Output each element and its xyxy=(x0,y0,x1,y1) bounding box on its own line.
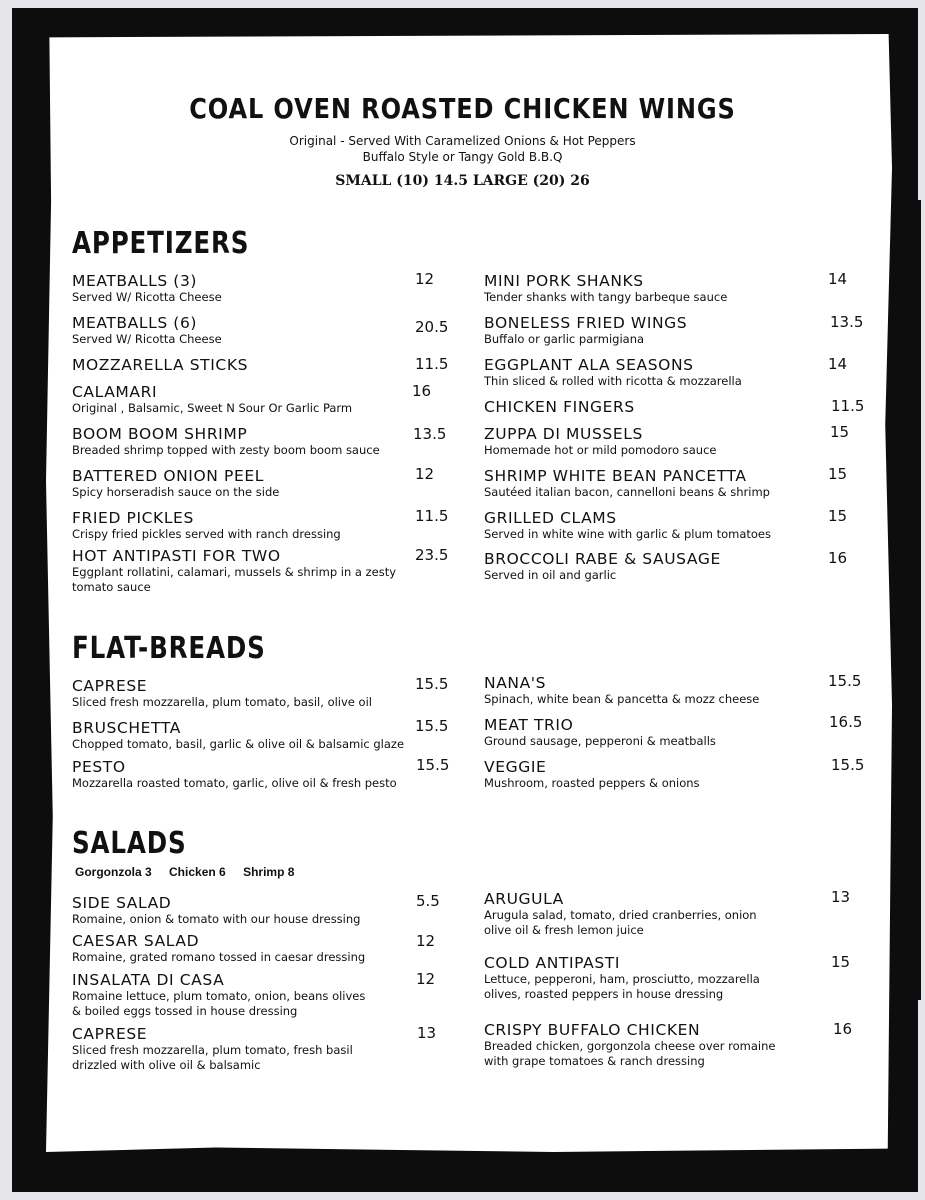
flatbreads-item-nana-s xyxy=(484,674,759,707)
appetizers-item-hot-antipasti-for-two xyxy=(72,547,396,595)
item-name: CAPRESE xyxy=(72,677,148,695)
item-name: FRIED PICKLES xyxy=(72,509,194,527)
item-description: with grape tomatoes & ranch dressing xyxy=(484,1054,705,1068)
item-description: Lettuce, pepperoni, ham, prosciutto, mozzarella xyxy=(484,972,760,986)
item-name: SIDE SALAD xyxy=(72,894,172,912)
appetizers-price-broccoli-rabe-sausage: 16 xyxy=(828,549,848,567)
item-description: Homemade hot or mild pomodoro sauce xyxy=(484,443,717,457)
item-description: Romaine, onion & tomato with our house dressing xyxy=(72,912,361,926)
appetizers-price-shrimp-white-bean-pancetta: 15 xyxy=(828,465,848,483)
flatbreads-item-veggie xyxy=(484,758,700,791)
item-name: INSALATA DI CASA xyxy=(72,971,225,989)
flatbreads-item-bruschetta xyxy=(72,719,404,752)
appetizers-price-mozzarella-sticks: 11.5 xyxy=(415,355,449,373)
appetizers-price-boneless-fried-wings: 13.5 xyxy=(830,313,864,331)
item-description: Sliced fresh mozzarella, plum tomato, basil, olive oil xyxy=(72,695,372,709)
item-description: Ground sausage, pepperoni & meatballs xyxy=(484,734,716,748)
item-description: Served in white wine with garlic & plum tomatoes xyxy=(484,527,771,541)
salads-item-caesar-salad xyxy=(72,932,365,965)
item-description: Breaded shrimp topped with zesty boom boom sauce xyxy=(72,443,380,457)
item-description: drizzled with olive oil & balsamic xyxy=(72,1058,261,1072)
appetizers-price-battered-onion-peel: 12 xyxy=(415,465,435,483)
item-name: PESTO xyxy=(72,758,126,776)
item-description: Original , Balsamic, Sweet N Sour Or Garlic Parm xyxy=(72,401,353,415)
appetizers-item-mini-pork-shanks xyxy=(484,272,727,305)
flatbreads-price-meat-trio: 16.5 xyxy=(829,713,863,731)
item-name: EGGPLANT ALA SEASONS xyxy=(484,356,694,374)
appetizers-item-chicken-fingers xyxy=(484,398,635,416)
item-name: CHICKEN FINGERS xyxy=(484,398,635,416)
appetizers-price-calamari: 16 xyxy=(412,382,432,400)
item-name: BROCCOLI RABE & SAUSAGE xyxy=(484,550,721,568)
appetizers-item-zuppa-di-mussels xyxy=(484,425,717,458)
item-name: SHRIMP WHITE BEAN PANCETTA xyxy=(484,467,747,485)
item-name: MEATBALLS (3) xyxy=(72,272,198,290)
flatbreads-price-bruschetta: 15.5 xyxy=(415,717,449,735)
appetizers-item-broccoli-rabe-sausage xyxy=(484,550,721,583)
appetizers-price-chicken-fingers: 11.5 xyxy=(831,397,865,415)
appetizers-item-meatballs-6 xyxy=(72,314,222,347)
wings-description-line-2: Buffalo Style or Tangy Gold B.B.Q xyxy=(362,150,563,164)
appetizers-item-boneless-fried-wings xyxy=(484,314,687,347)
salad-addons xyxy=(75,865,308,879)
appetizers-item-battered-onion-peel xyxy=(72,467,279,500)
item-name: BRUSCHETTA xyxy=(72,719,181,737)
item-description: olive oil & fresh lemon juice xyxy=(484,923,644,937)
item-description: Served in oil and garlic xyxy=(484,568,617,582)
appetizers-item-eggplant-ala-seasons xyxy=(484,356,742,389)
item-description: Buffalo or garlic parmigiana xyxy=(484,332,645,346)
item-name: MINI PORK SHANKS xyxy=(484,272,644,290)
item-description: Served W/ Ricotta Cheese xyxy=(72,332,222,346)
appetizers-item-mozzarella-sticks xyxy=(72,356,248,374)
appetizers-price-grilled-clams: 15 xyxy=(828,507,848,525)
item-name: BATTERED ONION PEEL xyxy=(72,467,264,485)
item-description: Breaded chicken, gorgonzola cheese over romaine xyxy=(484,1039,776,1053)
item-name: ZUPPA DI MUSSELS xyxy=(484,425,643,443)
item-description: Romaine, grated romano tossed in caesar dressing xyxy=(72,950,366,964)
item-name: CRISPY BUFFALO CHICKEN xyxy=(484,1021,701,1039)
item-name: NANA'S xyxy=(484,674,547,692)
item-description: Arugula salad, tomato, dried cranberries, onion xyxy=(484,908,757,922)
salads-item-arugula xyxy=(484,890,757,938)
appetizers-item-fried-pickles xyxy=(72,509,341,542)
flatbreads-price-nana-s: 15.5 xyxy=(828,672,862,690)
item-name: GRILLED CLAMS xyxy=(484,509,617,527)
item-description: olives, roasted peppers in house dressing xyxy=(484,987,724,1001)
appetizers-price-fried-pickles: 11.5 xyxy=(415,507,449,525)
item-description: Thin sliced & rolled with ricotta & mozzarella xyxy=(484,374,742,388)
item-name: COLD ANTIPASTI xyxy=(484,954,620,972)
item-description: Spinach, white bean & pancetta & mozz cheese xyxy=(484,692,760,706)
appetizers-price-meatballs-3: 12 xyxy=(415,270,435,288)
salads-item-side-salad xyxy=(72,894,360,927)
item-name: ARUGULA xyxy=(484,890,564,908)
item-name: CALAMARI xyxy=(72,383,158,401)
item-description: Sautéed italian bacon, cannelloni beans & shrimp xyxy=(484,485,770,499)
item-name: BOOM BOOM SHRIMP xyxy=(72,425,248,443)
salads-price-cold-antipasti: 15 xyxy=(831,953,851,971)
salads-heading: SALADS xyxy=(72,826,187,861)
appetizers-item-boom-boom-shrimp xyxy=(72,425,380,458)
salads-price-crispy-buffalo-chicken: 16 xyxy=(833,1020,853,1038)
appetizers-item-shrimp-white-bean-pancetta xyxy=(484,467,770,500)
appetizers-price-mini-pork-shanks: 14 xyxy=(828,270,848,288)
salads-item-crispy-buffalo-chicken xyxy=(484,1021,775,1069)
salads-price-caesar-salad: 12 xyxy=(416,932,436,950)
item-description: Eggplant rollatini, calamari, mussels & shrimp in a zesty xyxy=(72,565,397,579)
salads-item-insalata-di-casa xyxy=(72,971,365,1019)
menu-frame-edge xyxy=(907,200,921,1000)
item-name: VEGGIE xyxy=(484,758,547,776)
appetizers-item-meatballs-3 xyxy=(72,272,222,305)
appetizers-price-eggplant-ala-seasons: 14 xyxy=(828,355,848,373)
wings-description-line-1: Original - Served With Caramelized Onions & Hot Peppers xyxy=(289,134,636,148)
wings-title: COAL OVEN ROASTED CHICKEN WINGS xyxy=(189,92,736,125)
item-description: Mozzarella roasted tomato, garlic, olive oil & fresh pesto xyxy=(72,776,397,790)
item-description: tomato sauce xyxy=(72,580,151,594)
item-description: Spicy horseradish sauce on the side xyxy=(72,485,280,499)
appetizers-price-boom-boom-shrimp: 13.5 xyxy=(413,425,447,443)
item-description: Sliced fresh mozzarella, plum tomato, fresh basil xyxy=(72,1043,353,1057)
item-description: Romaine lettuce, plum tomato, onion, beans olives xyxy=(72,989,366,1003)
item-name: HOT ANTIPASTI FOR TWO xyxy=(72,547,281,565)
appetizers-price-zuppa-di-mussels: 15 xyxy=(830,423,850,441)
appetizers-item-calamari xyxy=(72,383,352,416)
flatbreads-item-caprese xyxy=(72,677,372,710)
addon-gorgonzola: Gorgonzola 3 xyxy=(75,865,152,879)
salads-price-caprese: 13 xyxy=(417,1024,437,1042)
wings-pricing: SMALL (10) 14.5 LARGE (20) 26 xyxy=(335,173,590,189)
salads-price-side-salad: 5.5 xyxy=(416,892,440,910)
item-name: CAESAR SALAD xyxy=(72,932,200,950)
item-description: Mushroom, roasted peppers & onions xyxy=(484,776,700,790)
salads-price-arugula: 13 xyxy=(831,888,851,906)
flatbreads-price-pesto: 15.5 xyxy=(416,756,450,774)
appetizers-price-meatballs-6: 20.5 xyxy=(415,318,449,336)
appetizers-price-hot-antipasti-for-two: 23.5 xyxy=(415,546,449,564)
salads-price-insalata-di-casa: 12 xyxy=(416,970,436,988)
item-name: MEAT TRIO xyxy=(484,716,574,734)
item-description: Tender shanks with tangy barbeque sauce xyxy=(484,290,728,304)
addon-shrimp: Shrimp 8 xyxy=(243,865,295,879)
item-description: Crispy fried pickles served with ranch dressing xyxy=(72,527,341,541)
item-description: Served W/ Ricotta Cheese xyxy=(72,290,222,304)
item-name: CAPRESE xyxy=(72,1025,148,1043)
flatbreads-item-meat-trio xyxy=(484,716,716,749)
item-name: MOZZARELLA STICKS xyxy=(72,356,249,374)
item-description: & boiled eggs tossed in house dressing xyxy=(72,1004,298,1018)
appetizers-item-grilled-clams xyxy=(484,509,771,542)
flatbreads-price-veggie: 15.5 xyxy=(831,756,865,774)
item-name: BONELESS FRIED WINGS xyxy=(484,314,688,332)
addon-chicken: Chicken 6 xyxy=(169,865,226,879)
item-name: MEATBALLS (6) xyxy=(72,314,198,332)
salads-item-caprese xyxy=(72,1025,353,1073)
flatbreads-price-caprese: 15.5 xyxy=(415,675,449,693)
item-description: Chopped tomato, basil, garlic & olive oil & balsamic glaze xyxy=(72,737,405,751)
appetizers-heading: APPETIZERS xyxy=(72,226,250,261)
flatbreads-heading: FLAT-BREADS xyxy=(72,631,266,666)
flatbreads-item-pesto xyxy=(72,758,397,791)
salads-item-cold-antipasti xyxy=(484,954,760,1002)
